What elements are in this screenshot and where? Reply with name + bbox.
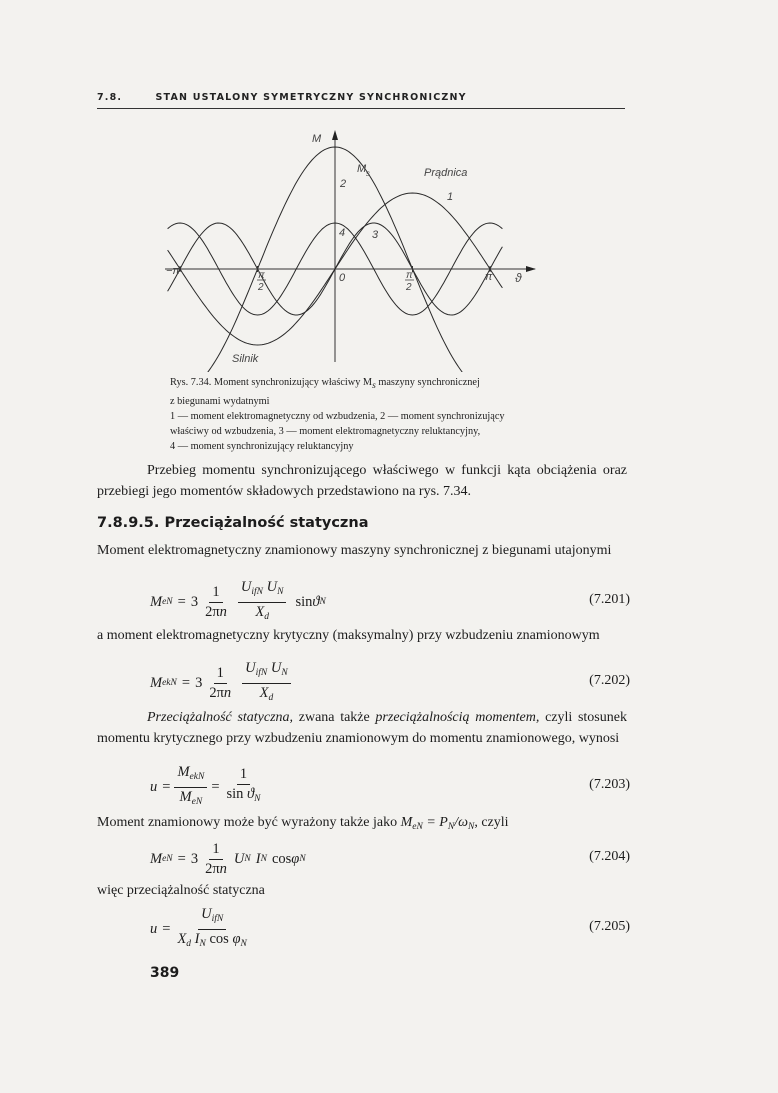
chapter-title: STAN USTALONY SYMETRYCZNY SYNCHRONICZNY [155,92,467,103]
generator-label: Prądnica [424,167,468,179]
equation-number-7-205: (7.205) [589,919,630,934]
curve-4-label: 4 [339,227,346,239]
curve-3-label: 3 [372,229,379,241]
running-head [97,92,467,103]
p5-formula-sub: eN [412,822,423,832]
paragraph-4-end: czyli stosunek momentu krytycznego przy wzbudzeniu znamionowym do momentu znamionowego, wynosi [97,710,627,746]
caption-line-1-text: Rys. 7.34. Moment synchronizujący właściwy M [170,377,373,388]
curve-1-label: 1 [447,191,454,203]
origin-label: 0 [339,272,346,284]
subsection-number: 7.8.9.5. [97,515,160,531]
ms-label: M [357,163,367,175]
theta-axis-label: ϑ [515,271,522,285]
caption-line-3: 1 — moment elektromagnetyczny od wzbudzenia, 2 — moment synchronizujący [170,411,505,422]
paragraph-6: więc przeciążalność statyczna [97,883,265,898]
caption-line-1-end: maszyny synchronicznej [375,377,480,388]
caption-line-4: właściwy od wzbudzenia, 3 — moment elektromagnetyczny reluktancyjny, [170,426,481,437]
m-axis-arrow [332,130,338,140]
caption-line-1-sub: s [372,381,376,391]
torque-angle-plot [160,122,540,372]
motor-label: Silnik [232,353,259,365]
pi-label: π [485,271,493,283]
neg-pi-label: −π [166,265,180,277]
equation-7-204: M eN = 3 $\frac{1}{2\pi n}$ U N I N cos φ N (7.204) [150,840,630,877]
paragraph-5 [97,812,627,838]
paragraph-1: Przebieg momentu synchronizującego właściwego w funkcji kąta obciążenia oraz przebiegi jego momentów składowych przedstawiono na rys. 7.34. [97,463,627,499]
ms-label-sub: s [366,169,370,178]
equation-7-203: u = $\frac{M_{ekN}}{M_{eN}}$ = $\frac{1}{\sin ϑ_N}$ (7.203) [150,763,630,807]
equation-number-7-203: (7.203) [589,777,630,792]
neg-pi-half-den: 2 [258,282,264,293]
curve-2-label: 2 [340,178,347,190]
section-number: 7.8. [97,92,123,103]
page-number: 389 [150,965,180,981]
subsection-heading [97,515,368,531]
equation-number-7-201: (7.201) [589,592,630,607]
figure-7-34 [160,122,540,372]
p5-formula-m: M [400,815,413,830]
pi-half-den: 2 [406,282,412,293]
term-przeciazalnosc-statyczna: Przeciążalność statyczna, [147,710,294,725]
p5-formula-mid: = P [422,815,448,830]
figure-caption [170,375,590,454]
m-axis-label: M [312,133,322,145]
paragraph-4 [97,707,627,749]
paragraph-5-end: , czyli [474,815,509,830]
p5-formula-sub3: N [467,822,475,832]
header-rule [97,108,625,109]
paragraph-2: Moment elektromagnetyczny znamionowy maszyny synchronicznej z biegunami utajonymi [97,543,612,558]
paragraph-4-mid: zwana także [293,710,376,725]
p5-formula-sub2: N [447,822,455,832]
caption-line-1 [170,375,590,394]
pi-half-num: π [406,270,413,281]
theta-axis-arrow [526,266,536,272]
equation-number-7-204: (7.204) [589,849,630,864]
paragraph-5-start: Moment znamionowy może być wyrażony także jako [97,815,401,830]
equation-number-7-202: (7.202) [589,673,630,688]
p5-formula-slash: /ω [454,815,468,830]
equation-7-202: M ekN = 3 $\frac{1}{2\pi n}$ $\frac{U_{ifN} U_N}{X_d}$ (7.202) [150,659,630,703]
neg-pi-half-num: π [258,270,265,281]
subsection-title: Przeciążalność statyczna [164,515,369,531]
caption-line-2: z biegunami wydatnymi [170,396,270,407]
equation-7-201: M eN = 3 $\frac{1}{2\pi n}$ $\frac{U_{ifN} U_N}{X_d}$ sin ϑ N (7.201) [150,578,630,622]
equation-7-205: u = $\frac{U_{ifN}}{X_d I_N \cos \varphi_N}$ (7.205) [150,905,630,949]
term-przeciazalnosc-momentem: przeciążalnością momentem, [375,710,540,725]
paragraph-3: a moment elektromagnetyczny krytyczny (maksymalny) przy wzbudzeniu znamionowym [97,628,600,643]
caption-line-5: 4 — moment synchronizujący reluktancyjny [170,441,354,452]
